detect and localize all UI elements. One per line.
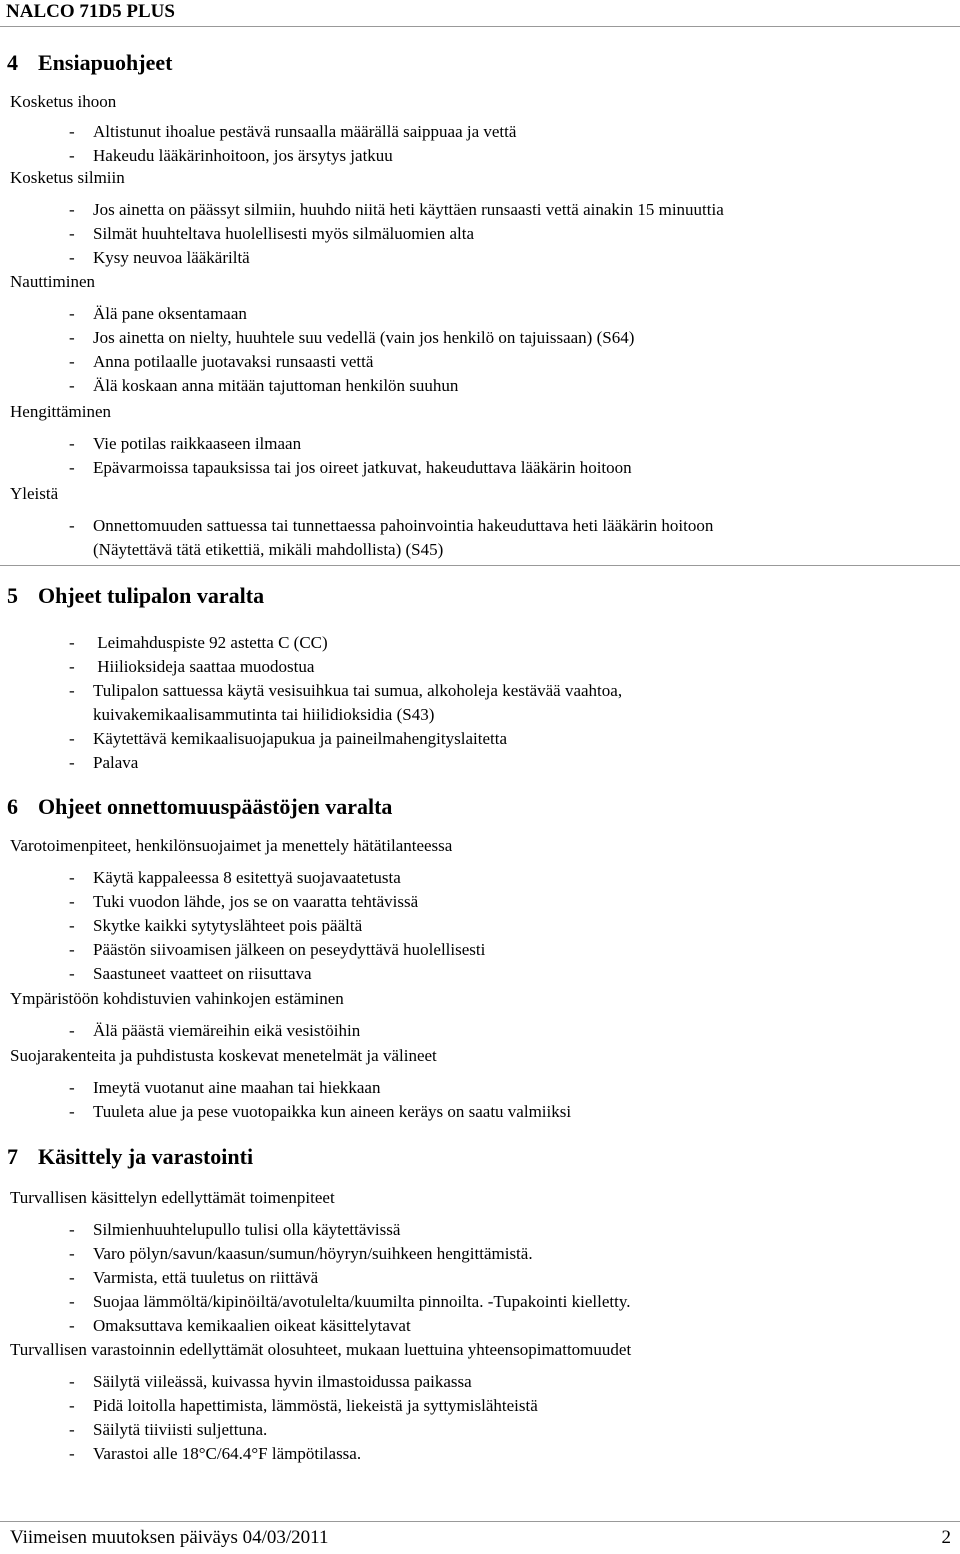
section-title: 6 Ohjeet onnettomuuspäästöjen varalta <box>7 794 393 819</box>
item-list <box>0 198 960 270</box>
list-item: - Päästön siivoamisen jälkeen on peseydyttävä huolellisesti <box>69 940 486 959</box>
list-item: - Varastoi alle 18°C/64.4°F lämpötilassa. <box>69 1444 362 1463</box>
list-item: - Anna potilaalle juotavaksi runsaasti vettä <box>69 352 374 371</box>
list-item: - Älä päästä viemäreihin eikä vesistöihin <box>69 1021 361 1040</box>
list-item: - Tuuleta alue ja pese vuotopaikka kun aineen keräys on saatu valmiiksi <box>69 1102 572 1121</box>
item-list <box>0 1076 960 1124</box>
item-list <box>0 631 960 775</box>
section-5 <box>0 581 960 775</box>
section-title: 5 Ohjeet tulipalon varalta <box>7 583 265 608</box>
list-item: - Hakeudu lääkärinhoitoon, jos ärsytys jatkuu <box>69 146 393 165</box>
list-item: - Tulipalon sattuessa käytä vesisuihkua tai sumua, alkoholeja kestävää vaahtoa, <box>69 681 623 700</box>
list-item: - Leimahduspiste 92 astetta C (CC) <box>69 633 328 652</box>
list-item: - Käytettävä kemikaalisuojapukua ja paineilmahengityslaitetta <box>69 729 507 748</box>
list-item: - Pidä loitolla hapettimista, lämmöstä, liekeistä ja syttymislähteistä <box>69 1396 538 1415</box>
item-list <box>0 1019 960 1043</box>
list-item: - Omaksuttava kemikaalien oikeat käsittelytavat <box>69 1316 411 1335</box>
product-name: NALCO 71D5 PLUS <box>6 1 175 22</box>
section-6 <box>0 792 960 1124</box>
item-list <box>0 1218 960 1338</box>
footer-divider <box>0 1521 960 1522</box>
list-item: - Tuki vuodon lähde, jos se on vaaratta tehtävissä <box>69 892 419 911</box>
group-heading: Nauttiminen <box>10 272 95 291</box>
list-item: - Palava <box>69 753 139 772</box>
group-heading: Ympäristöön kohdistuvien vahinkojen estäminen <box>10 989 344 1008</box>
item-list <box>0 1370 960 1466</box>
list-item: - Säilytä tiiviisti suljettuna. <box>69 1420 268 1439</box>
section-divider <box>0 565 960 566</box>
section-title: 7 Käsittely ja varastointi <box>7 1144 254 1169</box>
item-list <box>0 432 960 480</box>
document-body <box>0 48 960 1466</box>
list-item: - Skytke kaikki sytytyslähteet pois päältä <box>69 916 363 935</box>
list-item: - Epävarmoissa tapauksissa tai jos oireet jatkuvat, hakeuduttava lääkärin hoitoon <box>69 458 632 477</box>
item-list <box>0 866 960 986</box>
list-item: - Saastuneet vaatteet on riisuttava <box>69 964 312 983</box>
list-item: - Vie potilas raikkaaseen ilmaan <box>69 434 302 453</box>
group-heading: Yleistä <box>10 484 59 503</box>
list-item: - Hiilioksideja saattaa muodostua <box>69 657 315 676</box>
list-item: - Älä pane oksentamaan <box>69 304 247 323</box>
group-heading: Kosketus ihoon <box>10 92 117 111</box>
list-item: - Onnettomuuden sattuessa tai tunnettaessa pahoinvointia hakeuduttava heti lääkärin hoitoon <box>69 516 714 535</box>
group-heading: Suojarakenteita ja puhdistusta koskevat menetelmät ja välineet <box>10 1046 437 1065</box>
item-list <box>0 302 960 398</box>
list-item: - Silmät huuhteltava huolellisesti myös silmäluomien alta <box>69 224 475 243</box>
item-list <box>0 120 960 168</box>
list-item: - Säilytä viileässä, kuivassa hyvin ilmastoidussa paikassa <box>69 1372 472 1391</box>
list-item: - Käytä kappaleessa 8 esitettyä suojavaatetusta <box>69 868 401 887</box>
list-item: - Kysy neuvoa lääkäriltä <box>69 248 250 267</box>
item-list <box>0 514 960 562</box>
list-item: (Näytettävä tätä etikettiä, mikäli mahdollista) (S45) <box>93 540 444 559</box>
group-heading: Varotoimenpiteet, henkilönsuojaimet ja menettely hätätilanteessa <box>10 836 453 855</box>
section-title: 4 Ensiapuohjeet <box>7 50 173 75</box>
list-item: - Varmista, että tuuletus on riittävä <box>69 1268 319 1287</box>
list-item: - Silmienhuuhtelupullo tulisi olla käytettävissä <box>69 1220 401 1239</box>
list-item: kuivakemikaalisammutinta tai hiilidioksidia (S43) <box>93 705 435 724</box>
list-item: - Altistunut ihoalue pestävä runsaalla määrällä saippuaa ja vettä <box>69 122 517 141</box>
list-item: - Suojaa lämmöltä/kipinöiltä/avotulelta/kuumilta pinnoilta. -Tupakointi kielletty. <box>69 1292 631 1311</box>
list-item: - Imeytä vuotanut aine maahan tai hiekkaan <box>69 1078 381 1097</box>
group-heading: Hengittäminen <box>10 402 112 421</box>
section-7 <box>0 1142 960 1466</box>
group-heading: Turvallisen varastoinnin edellyttämät olosuhteet, mukaan luettuina yhteensopimattomuudet <box>10 1340 632 1359</box>
group-heading: Turvallisen käsittelyn edellyttämät toimenpiteet <box>10 1188 335 1207</box>
page-number: 2 <box>941 1527 951 1548</box>
group-heading: Kosketus silmiin <box>10 168 125 187</box>
list-item: - Jos ainetta on päässyt silmiin, huuhdo niitä heti käyttäen runsaasti vettä ainakin 15 minuuttia <box>69 200 724 219</box>
revision-date: Viimeisen muutoksen päiväys 04/03/2011 <box>10 1527 329 1548</box>
list-item: - Jos ainetta on nielty, huuhtele suu vedellä (vain jos henkilö on tajuissaan) (S64) <box>69 328 635 347</box>
list-item: - Älä koskaan anna mitään tajuttoman henkilön suuhun <box>69 376 459 395</box>
section-4 <box>0 48 960 562</box>
list-item: - Varo pölyn/savun/kaasun/sumun/höyryn/suihkeen hengittämistä. <box>69 1244 533 1263</box>
header-divider <box>0 26 960 27</box>
